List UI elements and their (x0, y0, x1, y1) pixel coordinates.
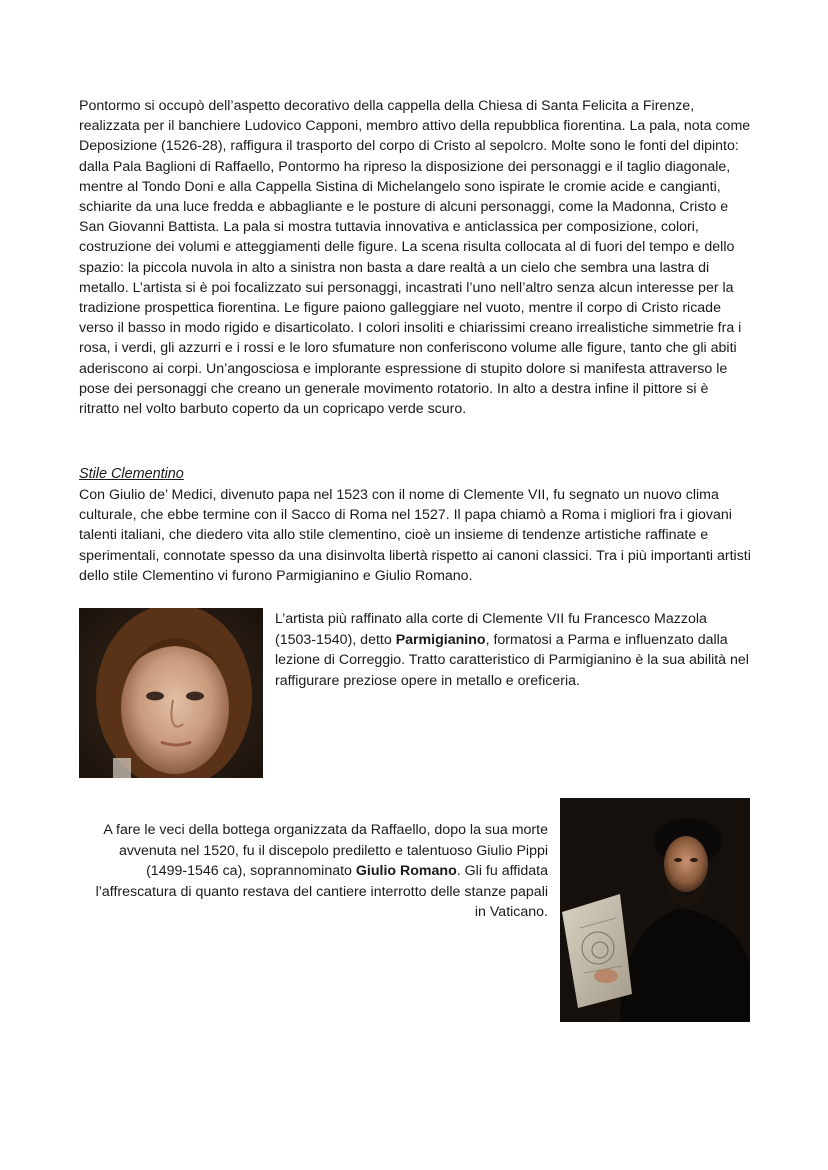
giulio-romano-name: Giulio Romano (355, 863, 457, 879)
parmigianino-text-after: , formatosi a Parma e influenzato dalla lezione di Correggio. Tratto caratteristico di Parmigianino è la sua abilità nel raffigurare preziose opere in metallo e oreficeria. (275, 631, 749, 689)
giulio-romano-portrait-drawing (560, 798, 750, 1022)
intro-paragraph: Pontormo si occupò dell’aspetto decorativo della cappella della Chiesa di Santa Felicita a Firenze, realizzata per il banchiere Ludovico Capponi, membro attivo della repubblica fiorentina. La pala, nota come Deposizione (1526-28), raffigura il trasporto del corpo di Cristo al sepolcro. Molte sono le fonti del dipinto: dalla Pala Baglioni di Raffaello, Pontormo ha ripreso la disposizione dei personaggi e il taglio diagonale, mentre al Tondo Doni e alla Cappella Sistina di Michelangelo sono ispirate le cromie acide e cangianti, schiarite da una luce fredda e abbagliante e le posture di alcuni personaggi, come la Madonna, Cristo e San Giovanni Battista. La pala si mostra tuttavia innovativa e anticlassica per composizione, colori, costruzione dei volumi e atteggiamenti delle figure. La scena risulta collocata al di fuori del tempo e dello spazio: la piccola nuvola in alto a sinistra non basta a dare realtà a un cielo che sembra una lastra di metallo. L’artista si è poi focalizzato sui personaggi, incastrati l’uno nell’altro senza alcun interesse per la tradizione prospettica fiorentina. Le figure paiono galleggiare nel vuoto, mentre il corpo di Cristo ricade verso il basso in modo rigido e disarticolato. I colori insoliti e chiarissimi creano irrealistiche simmetrie fra i rosa, i verdi, gli azzurri e i rossi e le loro sfumature non conferiscono volume alle figure, tanto che gli abiti aderiscono ai corpi. Un’angosciosa e implorante espressione di stupito dolore si manifesta attraverso le pose dei personaggi che creano un generale movimento rotatorio. In alto a destra infine il pittore si è ritratto nel volto barbuto coperto da un copricapo verde scuro. (79, 98, 751, 418)
parmigianino-text-before: L’artista più raffinato alla corte di Clemente VII fu Francesco Mazzola (1503-1540), detto (275, 611, 707, 648)
parmigianino-portrait-drawing (79, 608, 263, 778)
parmigianino-portrait-image (79, 608, 263, 778)
clementino-paragraph: Con Giulio de’ Medici, divenuto papa nel 1523 con il nome di Clemente VII, fu segnato un nuovo clima culturale, che ebbe termine con il Sacco di Roma nel 1527. Il papa chiamò a Roma i migliori fra i giovani talenti italiani, che diedero vita allo stile clementino, cioè un insieme di tendenze artistiche raffinate e sperimentali, connotate spesso da una disinvolta libertà rispetto ai canoni classici. Tra i più importanti artisti dello stile Clementino vi furono Parmigianino e Giulio Romano. (79, 487, 751, 584)
parmigianino-name: Parmigianino (395, 631, 486, 648)
giulio-romano-paragraph (86, 820, 548, 923)
giulio-text-after: . Gli fu affidata l’affrescatura di quanto restava del cantiere interrotto delle stanze papali in Vaticano. (95, 863, 548, 920)
parmigianino-paragraph (275, 609, 751, 691)
giulio-romano-portrait-image (560, 798, 750, 1022)
section-heading: Stile Clementino (79, 466, 184, 482)
giulio-text-before: A fare le veci della bottega organizzata da Raffaello, dopo la sua morte avvenuta nel 1520, fu il discepolo prediletto e talentuoso Giulio Pippi (1499-1546 ca), soprannominato (103, 822, 548, 879)
